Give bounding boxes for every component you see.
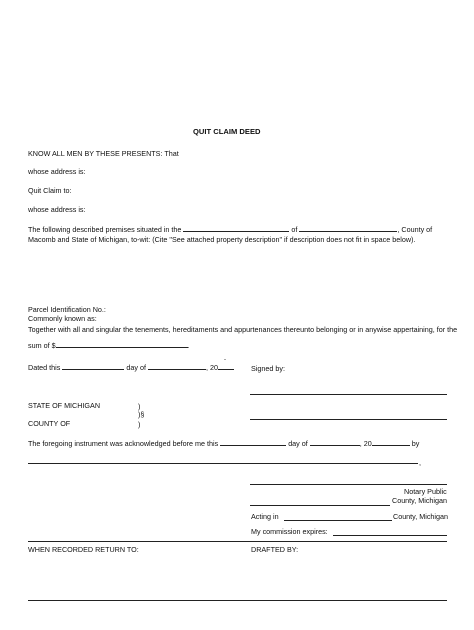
sum-amount-field[interactable] xyxy=(56,340,188,348)
premises-city-field[interactable] xyxy=(183,224,289,232)
dated-line xyxy=(28,362,234,372)
dated-day-field[interactable] xyxy=(62,362,124,370)
ack-text-1: The foregoing instrument was acknowledged before me this xyxy=(28,439,219,448)
signature-line-1[interactable] xyxy=(250,394,447,395)
grantor-address-label: whose address is: xyxy=(28,167,86,176)
acting-in-line[interactable] xyxy=(284,520,392,521)
ack-comma: , xyxy=(419,458,421,467)
dated-day-of: day of xyxy=(126,363,146,372)
ack-text-3: , 20 xyxy=(359,439,372,448)
dated-year-prefix: , 20 xyxy=(205,363,218,372)
parcel-id-label: Parcel Identification No.: xyxy=(28,305,106,314)
commission-expires-label: My commission expires: xyxy=(251,527,328,536)
ack-month-field[interactable] xyxy=(310,438,360,446)
dated-label: Dated this xyxy=(28,363,61,372)
acting-county-label: County, Michigan xyxy=(393,512,448,521)
commission-expires-line[interactable] xyxy=(333,535,447,536)
commonly-known-label: Commonly known as: xyxy=(28,314,97,323)
ack-year-field[interactable] xyxy=(372,438,410,446)
page-title: QUIT CLAIM DEED xyxy=(193,127,261,136)
notary-public-label: Notary Public xyxy=(404,487,447,496)
intro-text: KNOW ALL MEN BY THESE PRESENTS: That xyxy=(28,149,179,158)
notary-county-line[interactable] xyxy=(250,505,390,506)
acting-in-label: Acting in xyxy=(251,512,279,521)
ack-day-field[interactable] xyxy=(220,438,286,446)
notary-county-label: County, Michigan xyxy=(392,496,447,505)
paren-close-2: ) xyxy=(138,420,141,429)
sum-line xyxy=(28,340,190,350)
premises-text-3: , County of xyxy=(397,225,433,234)
grantee-address-label: whose address is: xyxy=(28,205,86,214)
drafted-by-label: DRAFTED BY: xyxy=(251,545,299,554)
bottom-line[interactable] xyxy=(28,600,447,601)
section-mark: )§ xyxy=(138,410,145,419)
notary-signature-line[interactable] xyxy=(250,484,447,485)
county-label: COUNTY OF xyxy=(28,419,71,428)
dated-month-field[interactable] xyxy=(148,362,206,370)
premises-text-line2: Macomb and State of Michigan, to-wit: (Cite "See attached property description" if description does not fit in space below). xyxy=(28,235,416,244)
ack-name-line[interactable] xyxy=(28,463,418,464)
when-recorded-label: WHEN RECORDED RETURN TO: xyxy=(28,545,139,554)
signature-line-2[interactable] xyxy=(250,419,447,420)
acknowledgment-line xyxy=(28,438,419,448)
state-label: STATE OF MICHIGAN xyxy=(28,401,101,410)
sum-label: sum of $ xyxy=(28,341,56,350)
dated-mark: - xyxy=(224,357,226,363)
premises-text-1: The following described premises situated in the xyxy=(28,225,182,234)
ack-text-2: day of xyxy=(288,439,308,448)
sum-period: . xyxy=(187,341,190,350)
together-clause: Together with all and singular the tenements, hereditaments and appurtenances thereunto belonging or in anywise appertaining, for the xyxy=(28,325,458,334)
section-divider xyxy=(28,541,447,542)
quit-claim-to-label: Quit Claim to: xyxy=(28,186,72,195)
ack-text-4: by xyxy=(411,439,420,448)
paren-close-1: ) xyxy=(138,402,141,411)
signed-by-label: Signed by: xyxy=(251,364,285,373)
premises-line xyxy=(28,224,432,234)
premises-township-field[interactable] xyxy=(299,224,397,232)
premises-text-2: of xyxy=(291,225,298,234)
